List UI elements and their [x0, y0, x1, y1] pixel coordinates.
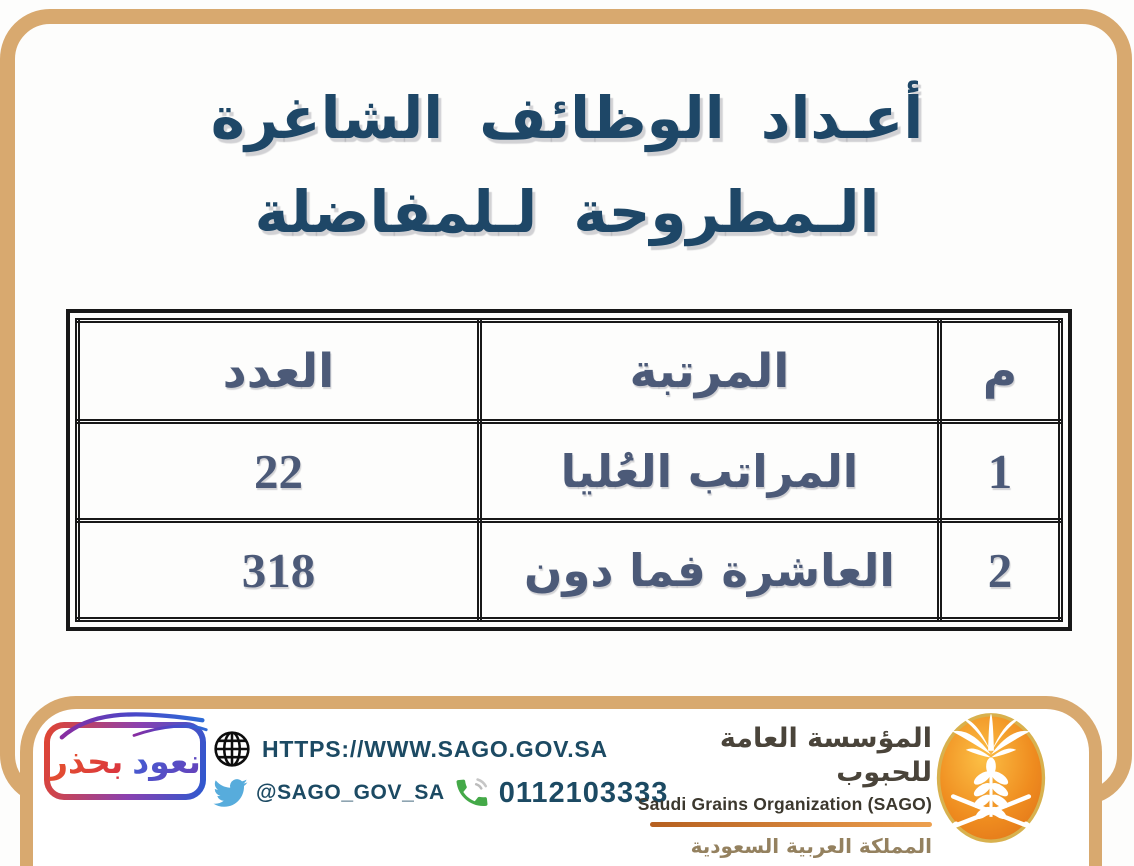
row2-count: 318 [78, 521, 480, 620]
website-row [212, 729, 668, 769]
header-count: العدد [78, 321, 480, 422]
wave-swoosh-icon [58, 706, 210, 744]
header-rank: المرتبة [479, 321, 939, 422]
vacancies-table-frame [66, 309, 1072, 631]
org-divider-line [650, 822, 932, 827]
badge-word-blue: نعود [132, 741, 201, 781]
organization-name-english: Saudi Grains Organization (SAGO) [637, 793, 932, 814]
title-line-2: الـمطروحة لـلمفاضلة [254, 177, 880, 246]
social-phone-row [212, 774, 668, 812]
phone-icon [453, 774, 491, 812]
contact-block [212, 729, 668, 812]
twitter-bird-icon [212, 775, 248, 811]
return-with-caution-badge [44, 722, 206, 800]
table-row [78, 422, 1061, 521]
organization-country: المملكة العربية السعودية [690, 833, 932, 858]
organization-name-arabic: المؤسسة العامة للحبوب [719, 723, 932, 788]
page-title [0, 72, 1134, 260]
website-url: HTTPS://WWW.SAGO.GOV.SA [262, 735, 608, 762]
row1-index: 1 [939, 422, 1060, 521]
phone-number: 0112103333 [498, 776, 669, 809]
twitter-handle: @SAGO_GOV_SA [256, 781, 445, 804]
row1-rank: المراتب العُليا [479, 422, 939, 521]
badge-word-red: بحذر [49, 741, 124, 781]
row1-count: 22 [78, 422, 480, 521]
globe-icon [212, 729, 252, 769]
vacancies-table [75, 318, 1063, 622]
table-header-row [78, 321, 1061, 422]
table-row [78, 521, 1061, 620]
row2-rank: العاشرة فما دون [479, 521, 939, 620]
sago-palm-wheat-emblem [932, 710, 1050, 846]
organization-block [630, 722, 932, 858]
row2-index: 2 [939, 521, 1060, 620]
title-line-1: أعـداد الوظائف الشاغرة [210, 84, 924, 152]
header-index: م [939, 321, 1060, 422]
